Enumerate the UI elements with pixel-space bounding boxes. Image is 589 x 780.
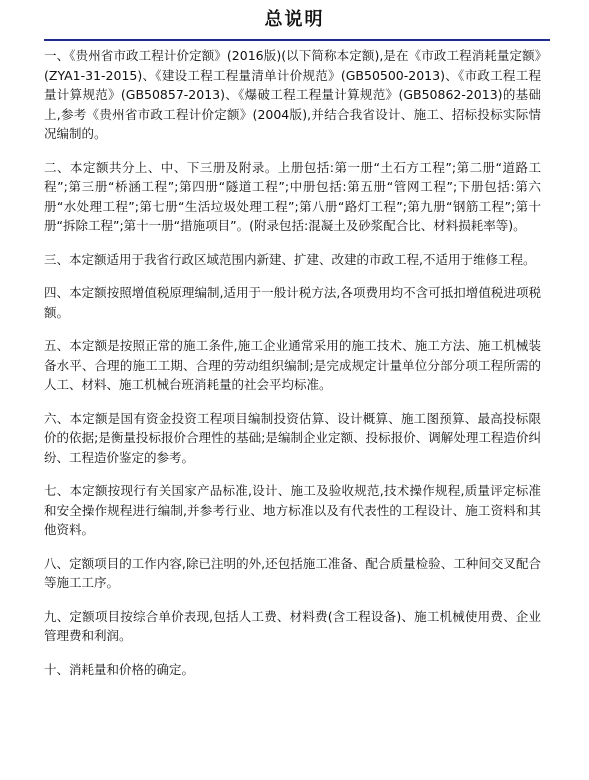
paragraph-10: 十、消耗量和价格的确定。 [44,661,195,677]
title-underline [44,39,550,41]
paragraph-2: 二、本定额共分上、中、下三册及附录。上册包括:第一册“土石方工程”;第二册“道路工程”;第三册“桥涵工程”;第四册“隧道工程”;中册包括:第五册“管网工程”;下册包括:第六册“水处理工程”;第七册“生活垃圾处理工程”;第八册“路灯工程”;第九册“钢筋工程”;第十册“拆除工程”;第十一册“措施项目”。(附录包括:混凝土及砂浆配合比、材料损耗率等)。 [44,159,541,233]
paragraph-9: 九、定额项目按综合单价表现,包括人工费、材料费(含工程设备)、施工机械使用费、企业管理费和利润。 [44,608,541,643]
paragraph-4: 四、本定额按照增值税原理编制,适用于一般计税方法,各项费用均不含可抵扣增值税进项税额。 [44,285,541,320]
paragraph-7: 七、本定额按现行有关国家产品标准,设计、施工及验收规范,技术操作规程,质量评定标准和安全操作规程进行编制,并参考行业、地方标准以及有代表性的工程设计、施工资料和其他资料。 [44,483,541,537]
paragraph-5: 五、本定额是按照正常的施工条件,施工企业通常采用的施工技术、施工方法、施工机械装备水平、合理的施工工期、合理的劳动组织编制;是完成规定计量单位分部分项工程所需的人工、材料、施工机械台班消耗量的社会平均标准。 [44,338,541,392]
paragraph-1: 一、《贵州省市政工程计价定额》(2016版)(以下简称本定额),是在《市政工程消耗量定额》(ZYA1-31-2015)、《建设工程工程量清单计价规范》(GB50500-2013)、《市政工程工程量计算规范》(GB50857-2013)、《爆破工程工程量计算规范》(GB50862-2013)的基础上,参考《贵州省市政工程计价定额》(2004版),并结合我省设计、施工、招标投标实际情况编制的。 [44,48,541,141]
paragraph-3: 三、本定额适用于我省行政区域范围内新建、扩建、改建的市政工程,不适用于维修工程。 [44,251,536,267]
paragraph-8: 八、定额项目的工作内容,除已注明的外,还包括施工准备、配合质量检验、工种间交叉配合等施工工序。 [44,555,541,590]
document-body [44,46,541,693]
paragraph-6: 六、本定额是国有资金投资工程项目编制投资估算、设计概算、施工图预算、最高投标限价的依据;是衡量投标报价合理性的基础;是编制企业定额、投标报价、调解处理工程造价纠纷、工程造价鉴定的参考。 [44,410,541,465]
page-title: 总说明 [264,9,325,30]
